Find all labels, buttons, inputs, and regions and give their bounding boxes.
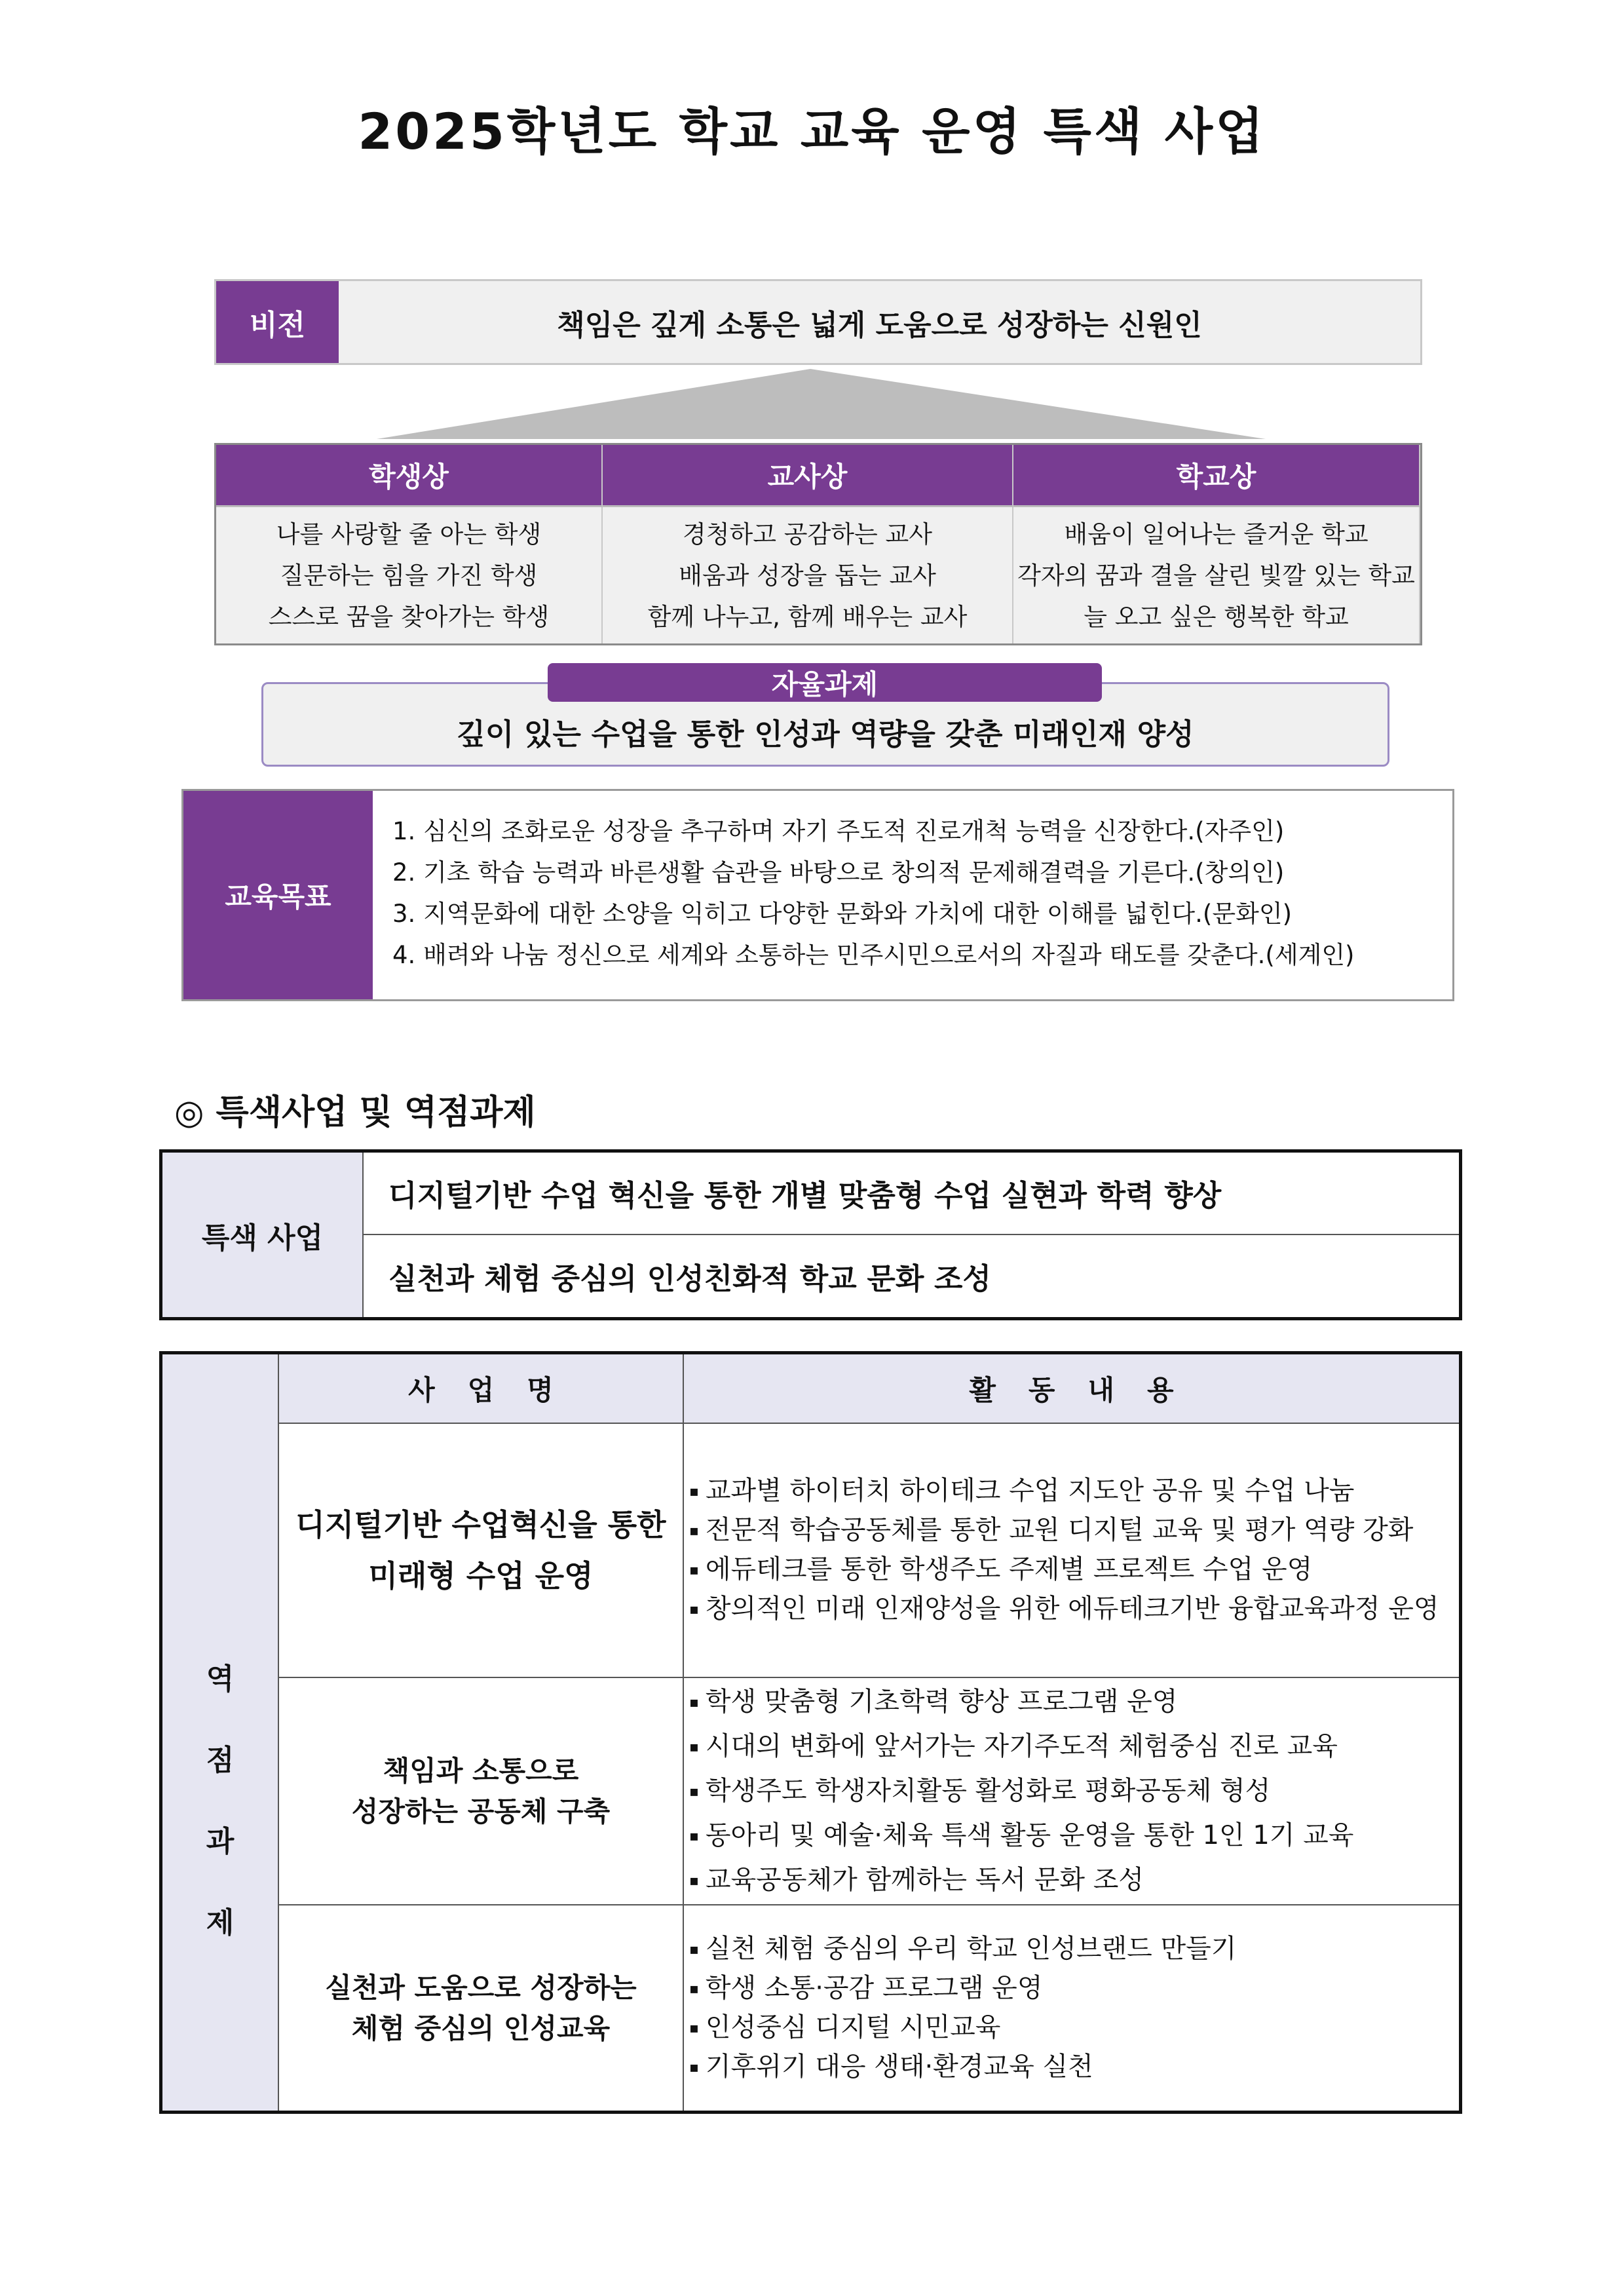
ideal-header: 학생상 (216, 445, 603, 507)
goal-item: 1. 심신의 조화로운 성장을 추구하며 자기 주도적 진로개척 능력을 신장한다.(자주인) (392, 817, 1285, 845)
project-name-line: 책임과 소통으로 (383, 1754, 579, 1787)
ideal-header: 교사상 (603, 445, 1013, 507)
ideal-item: 배움과 성장을 돕는 교사 (679, 561, 936, 590)
activity-text: 기후위기 대응 생태·환경교육 실천 (705, 2051, 1093, 2082)
ideal-item: 함께 나누고, 함께 배우는 교사 (647, 602, 968, 631)
goals-label: 교육목표 (183, 791, 373, 999)
ideal-item: 스스로 꿈을 찾아가는 학생 (268, 602, 550, 631)
feature-item: 디지털기반 수업 혁신을 통한 개별 맞춤형 수업 실현과 학력 향상 (364, 1153, 1459, 1235)
goal-item: 4. 배려와 나눔 정신으로 세계와 소통하는 민주시민으로서의 자질과 태도를 갖춘다.(세계인) (392, 941, 1355, 969)
section-heading: ◎ 특색사업 및 역점과제 (174, 1093, 536, 1132)
bullet-icon: ▪ (689, 1562, 699, 1578)
activity-text: 교과별 하이터치 하이테크 수업 지도안 공유 및 수업 나눔 (705, 1476, 1355, 1506)
bullet-icon: ▪ (689, 1980, 699, 1997)
activity-text: 학생 맞춤형 기초학력 향상 프로그램 운영 (705, 1686, 1178, 1717)
activity-text: 학생 소통·공감 프로그램 운영 (705, 1972, 1043, 2003)
ideal-item: 각자의 꿈과 결을 살린 빛깔 있는 학교 (1017, 561, 1415, 590)
bullet-icon: ▪ (689, 1601, 699, 1618)
ideal-cell (216, 507, 603, 643)
activity-text: 인성중심 디지털 시민교육 (705, 2012, 1001, 2042)
roof-triangle (377, 369, 1268, 441)
activity-text: 교육공동체가 함께하는 독서 문화 조성 (705, 1864, 1144, 1895)
activity-text: 동아리 및 예술·체육 특색 활동 운영을 통한 1인 1기 교육 (705, 1820, 1354, 1850)
feature-item: 실천과 체험 중심의 인성친화적 학교 문화 조성 (388, 1261, 991, 1296)
project-name-line: 미래형 수업 운영 (368, 1558, 594, 1594)
bullet-icon: ▪ (689, 1783, 699, 1800)
education-goals (181, 789, 1454, 1001)
feature-label: 특색 사업 (162, 1153, 364, 1317)
ideal-item: 배움이 일어나는 즐거운 학교 (1064, 520, 1369, 548)
activity-item (689, 1511, 1459, 1550)
activity-item (689, 2048, 1459, 2087)
ideal-item: 늘 오고 싶은 행복한 학교 (1084, 602, 1349, 631)
side-char: 점 (206, 1744, 235, 1777)
bullet-icon: ▪ (689, 1872, 699, 1889)
activity-text: 실천 체험 중심의 우리 학교 인성브랜드 만들기 (705, 1933, 1237, 1964)
ideal-item: 경청하고 공감하는 교사 (683, 520, 932, 548)
bullet-icon: ▪ (689, 2019, 699, 2037)
activity-item (689, 2008, 1459, 2048)
bullet-icon: ▪ (689, 1483, 699, 1500)
ideal-cell (1013, 507, 1420, 643)
side-char: 과 (206, 1825, 235, 1858)
activity-text: 시대의 변화에 앞서가는 자기주도적 체험중심 진로 교육 (705, 1731, 1338, 1761)
feature-projects-table (159, 1149, 1462, 1320)
activity-item (689, 1858, 1459, 1903)
side-char: 제 (206, 1906, 235, 1940)
ideals-table (214, 443, 1422, 645)
ideal-item: 질문하는 힘을 가진 학생 (280, 561, 538, 590)
activity-item (689, 1814, 1459, 1858)
activity-item (689, 1680, 1459, 1725)
goal-item: 3. 지역문화에 대한 소양을 익히고 다양한 문화와 가치에 대한 이해를 넓힌다.(문화인) (392, 900, 1293, 928)
activities-cell (684, 1678, 1459, 1905)
activity-item (689, 1725, 1459, 1769)
activity-text: 학생주도 학생자치활동 활성화로 평화공동체 형성 (705, 1775, 1271, 1806)
bullet-icon: ▪ (689, 1827, 699, 1845)
core-tasks-table (159, 1351, 1462, 2114)
activity-text: 에듀테크를 통한 학생주도 주제별 프로젝트 수업 운영 (705, 1554, 1313, 1584)
goal-item: 2. 기초 학습 능력과 바른생활 습관을 바탕으로 창의적 문제해결력을 기른다.(창의인) (392, 858, 1285, 887)
project-name-line: 디지털기반 수업혁신을 통한 (295, 1507, 666, 1542)
activity-item (689, 1472, 1459, 1511)
project-name-line: 성장하는 공동체 구축 (351, 1795, 611, 1827)
activity-item (689, 1930, 1459, 1969)
activities-cell (684, 1424, 1459, 1678)
ideal-header: 학교상 (1013, 445, 1420, 507)
vision-label: 비전 (216, 281, 339, 363)
ideal-cell (603, 507, 1013, 643)
header-activities: 활동내용 (684, 1354, 1459, 1424)
bullet-icon: ▪ (689, 1694, 699, 1711)
activity-item (689, 1769, 1459, 1814)
project-name (279, 1678, 684, 1905)
project-name (279, 1424, 684, 1678)
vision-box (214, 279, 1422, 365)
page-title: 2025학년도 학교 교육 운영 특색 사업 (358, 102, 1266, 161)
activity-text: 창의적인 미래 인재양성을 위한 에듀테크기반 융합교육과정 운영 (705, 1594, 1439, 1624)
autonomous-task-label: 자율과제 (548, 663, 1102, 702)
activity-item (689, 1550, 1459, 1590)
activity-text: 전문적 학습공동체를 통한 교원 디지털 교육 및 평가 역량 강화 (705, 1515, 1414, 1545)
bullet-icon: ▪ (689, 1738, 699, 1755)
header-project-name: 사업명 (279, 1354, 684, 1424)
activities-cell (684, 1905, 1459, 2111)
ideal-item: 나를 사랑할 줄 아는 학생 (276, 520, 542, 548)
vision-text: 책임은 깊게 소통은 넓게 도움으로 성장하는 신원인 (557, 308, 1202, 342)
side-char: 역 (206, 1662, 235, 1696)
activity-item (689, 1590, 1459, 1629)
autonomous-task-box: 깊이 있는 수업을 통한 인성과 역량을 갖춘 미래인재 양성 (261, 682, 1389, 767)
project-name-line: 체험 중심의 인성교육 (351, 2012, 611, 2044)
project-name (279, 1905, 684, 2111)
activity-item (689, 1969, 1459, 2008)
bullet-icon: ▪ (689, 1941, 699, 1958)
bullet-icon: ▪ (689, 2059, 699, 2076)
core-side-label (162, 1354, 279, 2111)
bullet-icon: ▪ (689, 1523, 699, 1539)
project-name-line: 실천과 도움으로 성장하는 (325, 1971, 637, 2004)
